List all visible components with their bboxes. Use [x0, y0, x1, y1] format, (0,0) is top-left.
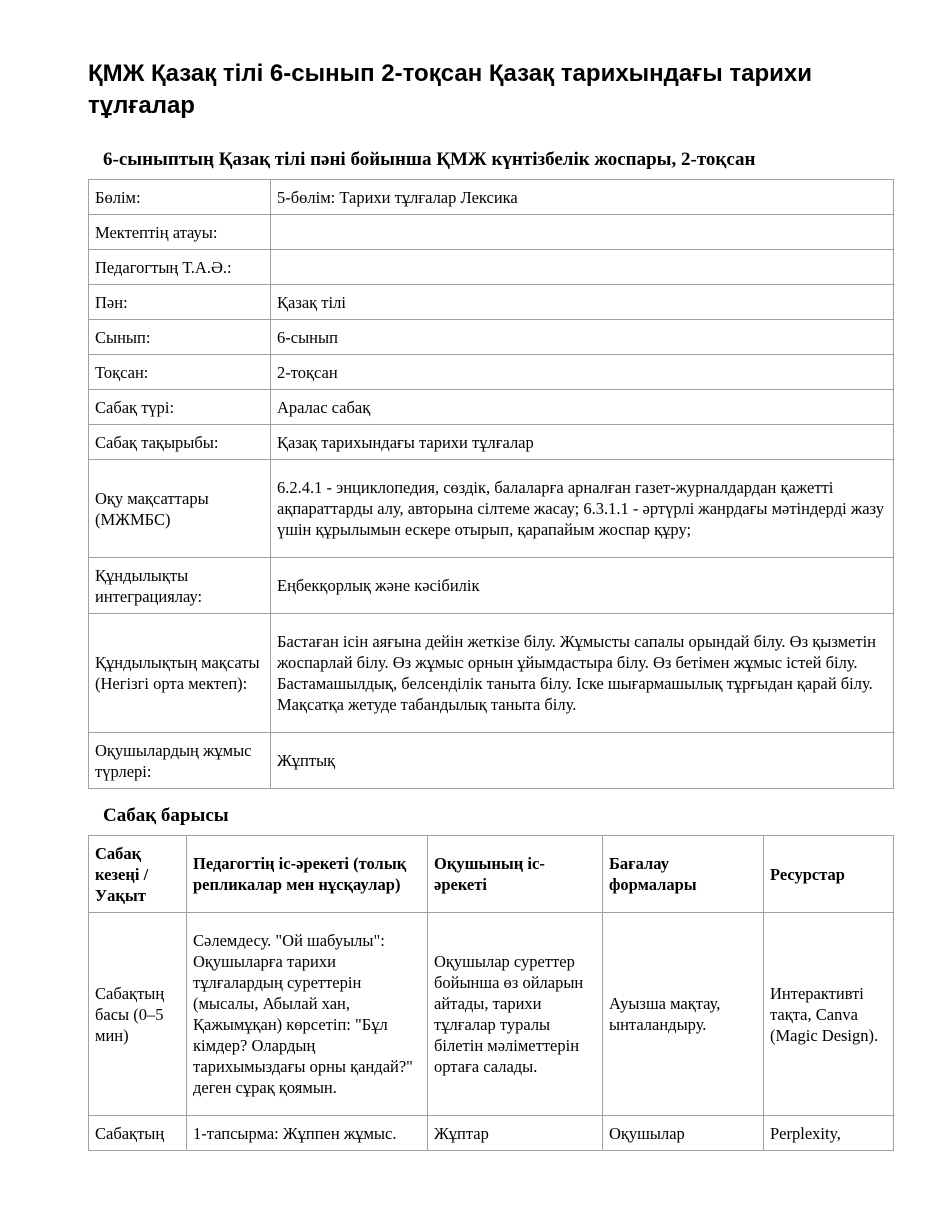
info-value: 2-тоқсан: [271, 355, 894, 390]
cell-stage: Сабақтың басы (0–5 мин): [89, 913, 187, 1116]
info-label: Мектептің атауы:: [89, 215, 271, 250]
info-value: 5-бөлім: Тарихи тұлғалар Лексика: [271, 180, 894, 215]
info-row: [89, 285, 894, 320]
cell-resources: Интерактивті тақта, Canva (Magic Design).: [764, 913, 894, 1116]
info-label: Оқушылардың жұмыс түрлері:: [89, 733, 271, 789]
info-label: Сабақ тақырыбы:: [89, 425, 271, 460]
info-value: 6-сынып: [271, 320, 894, 355]
info-value: Қазақ тілі: [271, 285, 894, 320]
info-label: Құндылықтың мақсаты (Негізгі орта мектеп):: [89, 614, 271, 733]
table-header-row: [89, 836, 894, 913]
info-value: [271, 250, 894, 285]
info-label: Сынып:: [89, 320, 271, 355]
cell-student: Оқушылар суреттер бойынша өз ойларын айтады, тарихи тұлғалар туралы білетін мәліметтерін ортаға салады.: [428, 913, 603, 1116]
info-row: [89, 250, 894, 285]
info-label: Пән:: [89, 285, 271, 320]
info-value: [271, 215, 894, 250]
info-value: 6.2.4.1 - энциклопедия, сөздік, балаларға арналған газет-журналдардан қажетті ақпараттарды алу, авторына сілтеме жасау; 6.3.1.1 - әртүрлі жанрдағы мәтіндерді жазу үшін құрылымын ескере отырып, қарапайым жоспар құру;: [271, 460, 894, 558]
info-value: Аралас сабақ: [271, 390, 894, 425]
info-row: [89, 614, 894, 733]
column-header-student: Оқушының іс-әрекеті: [428, 836, 603, 913]
info-value: Жұптық: [271, 733, 894, 789]
cell-assessment: Оқушылар: [603, 1116, 764, 1151]
lesson-progress-heading: Сабақ барысы: [103, 805, 229, 826]
cell-student: Жұптар: [428, 1116, 603, 1151]
info-label: Тоқсан:: [89, 355, 271, 390]
info-value: Бастаған ісін аяғына дейін жеткізе білу. Жұмысты сапалы орындай білу. Өз қызметін жоспарлай білу. Өз жұмыс орнын ұйымдастыра білу. Өз бетімен жұмыс істей білу. Бастамашылдық, белсенділік танытa білу. Іске шығармашылық тұрғыдан қарай білу. Мақсатқа жетуде табандылық таныта білу.: [271, 614, 894, 733]
info-row: [89, 733, 894, 789]
column-header-teacher: Педагогтің іс-әрекеті (толық репликалар мен нұсқаулар): [187, 836, 428, 913]
info-row: [89, 425, 894, 460]
info-label: Сабақ түрі:: [89, 390, 271, 425]
info-value: Қазақ тарихындағы тарихи тұлғалар: [271, 425, 894, 460]
cell-teacher: Сәлемдесу. "Ой шабуылы": Оқушыларға тарихи тұлғалардың суреттерін (мысалы, Абылай хан, Қажымұқан) көрсетіп: "Бұл кімдер? Олардың тарихымыздағы орны қандай?" деген сұрақ қоямын.: [187, 913, 428, 1116]
info-label: Оқу мақсаттары (МЖМБС): [89, 460, 271, 558]
info-label: Құндылықты интеграциялау:: [89, 558, 271, 614]
info-value: Еңбекқорлық және кәсібилік: [271, 558, 894, 614]
table-row: [89, 913, 894, 1116]
lesson-progress-table: [88, 835, 894, 1151]
cell-resources: Perplexity,: [764, 1116, 894, 1151]
info-row: [89, 320, 894, 355]
info-row: [89, 355, 894, 390]
info-label: Педагогтың Т.А.Ә.:: [89, 250, 271, 285]
info-row: [89, 215, 894, 250]
info-label: Бөлім:: [89, 180, 271, 215]
column-header-assessment: Бағалау формалары: [603, 836, 764, 913]
document-title: ҚМЖ Қазақ тілі 6-сынып 2-тоқсан Қазақ тарихындағы тарихи тұлғалар: [88, 60, 813, 119]
info-row: [89, 558, 894, 614]
lesson-info-table: [88, 179, 894, 789]
info-row: [89, 390, 894, 425]
cell-teacher: 1-тапсырма: Жұппен жұмыс.: [187, 1116, 428, 1151]
cell-stage: Сабақтың: [89, 1116, 187, 1151]
column-header-resources: Ресурстар: [764, 836, 894, 913]
cell-assessment: Ауызша мақтау, ынталандыру.: [603, 913, 764, 1116]
table-row: [89, 1116, 894, 1151]
info-row: [89, 460, 894, 558]
column-header-stage: Сабақ кезеңі / Уақыт: [89, 836, 187, 913]
plan-subtitle: 6-сыныптың Қазақ тілі пәні бойынша ҚМЖ күнтізбелік жоспары, 2-тоқсан: [103, 149, 756, 170]
info-row: [89, 180, 894, 215]
